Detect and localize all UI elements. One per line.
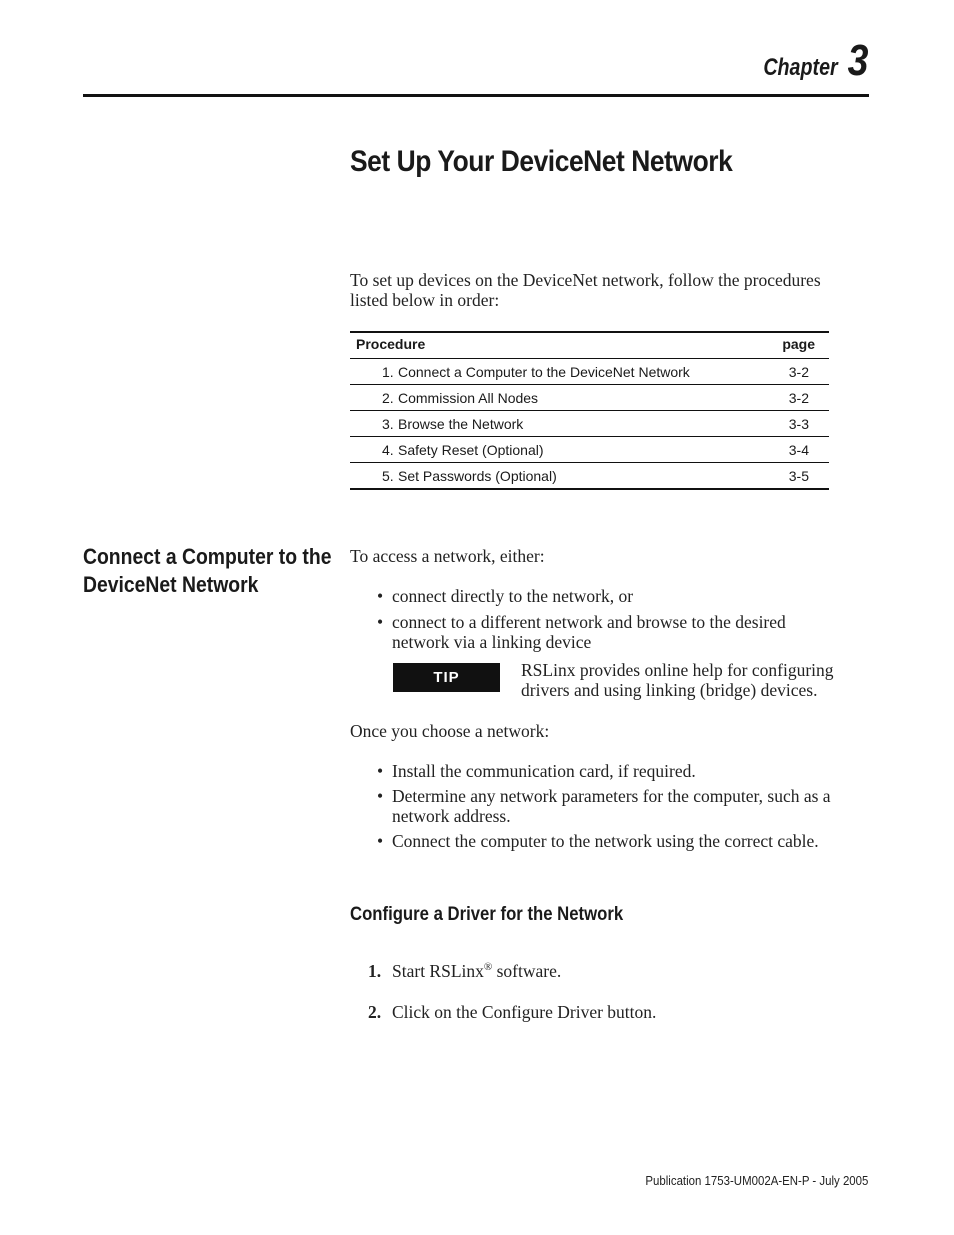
chapter-rule: [83, 94, 869, 97]
list-item: [377, 761, 867, 781]
procedure-cell: [350, 463, 766, 490]
procedure-number: 3.: [382, 415, 394, 432]
list-item-text: connect to a different network and browse to the desired network via a linking device: [392, 612, 786, 652]
procedure-name: Connect a Computer to the DeviceNet Network: [398, 363, 690, 380]
list-item: [377, 786, 867, 826]
page-cell: 3-5: [766, 463, 829, 490]
access-bullet-list: [377, 586, 832, 652]
list-item: [377, 831, 867, 851]
list-item-text: Determine any network parameters for the computer, such as a network address.: [392, 786, 831, 826]
list-item-text: connect directly to the network, or: [392, 586, 634, 606]
list-item: [377, 586, 832, 606]
page-title: Set Up Your DeviceNet Network: [350, 145, 733, 178]
page-cell: 3-2: [766, 359, 829, 385]
table-row: [350, 359, 829, 385]
table-row: [350, 411, 829, 437]
section-heading-line2: DeviceNet Network: [83, 572, 259, 597]
once-paragraph: Once you choose a network:: [350, 721, 550, 741]
step-number: 1.: [368, 961, 382, 981]
bullet-icon: •: [377, 831, 384, 851]
procedure-number: 1.: [382, 363, 394, 380]
procedure-cell: [350, 385, 766, 411]
procedure-table: [350, 331, 829, 490]
table-header-row: [350, 332, 829, 359]
access-paragraph: To access a network, either:: [350, 546, 545, 566]
table-row: [350, 463, 829, 490]
procedure-name: Safety Reset (Optional): [398, 441, 544, 458]
step-text: Click on the Configure Driver button.: [392, 1002, 657, 1022]
tip-label: TIP: [393, 663, 500, 692]
page-cell: 3-3: [766, 411, 829, 437]
list-item-text: Install the communication card, if required.: [392, 761, 696, 781]
procedure-name: Set Passwords (Optional): [398, 467, 557, 484]
intro-paragraph: To set up devices on the DeviceNet network, follow the procedures listed below in order:: [350, 270, 821, 310]
section-heading-line1: Connect a Computer to the: [83, 544, 332, 569]
step-text: Start RSLinx: [392, 961, 484, 981]
procedure-name: Browse the Network: [398, 415, 524, 432]
procedure-number: 5.: [382, 467, 394, 484]
table-row: [350, 385, 829, 411]
page-cell: 3-4: [766, 437, 829, 463]
header-procedure: Procedure: [350, 332, 766, 359]
chapter-number: 3: [847, 36, 868, 85]
list-item-text: Connect the computer to the network using the correct cable.: [392, 831, 819, 851]
once-bullet-list: [377, 761, 867, 851]
bullet-icon: •: [377, 761, 384, 781]
step-item: [368, 1002, 656, 1043]
header-page: page: [766, 332, 829, 359]
procedure-name: Commission All Nodes: [398, 389, 539, 406]
procedure-number: 2.: [382, 389, 394, 406]
steps-list: [368, 961, 656, 1043]
step-number: 2.: [368, 1002, 382, 1022]
procedure-cell: [350, 437, 766, 463]
step-item: [368, 961, 656, 1002]
publication-footer: Publication 1753-UM002A-EN-P - July 2005: [645, 1173, 868, 1188]
procedure-cell: [350, 411, 766, 437]
procedure-number: 4.: [382, 441, 394, 458]
registered-mark: ®: [483, 961, 493, 974]
chapter-label: Chapter: [763, 54, 838, 81]
bullet-icon: •: [377, 612, 384, 632]
table-row: [350, 437, 829, 463]
tip-text: RSLinx provides online help for configuring drivers and using linking (bridge) devices.: [521, 660, 834, 700]
bullet-icon: •: [377, 786, 384, 806]
subsection-heading: Configure a Driver for the Network: [350, 904, 624, 925]
section-heading: [83, 543, 331, 599]
chapter-header: [747, 36, 868, 86]
step-text-after: software.: [492, 961, 562, 981]
page-cell: 3-2: [766, 385, 829, 411]
procedure-cell: [350, 359, 766, 385]
bullet-icon: •: [377, 586, 384, 606]
list-item: [377, 612, 832, 652]
